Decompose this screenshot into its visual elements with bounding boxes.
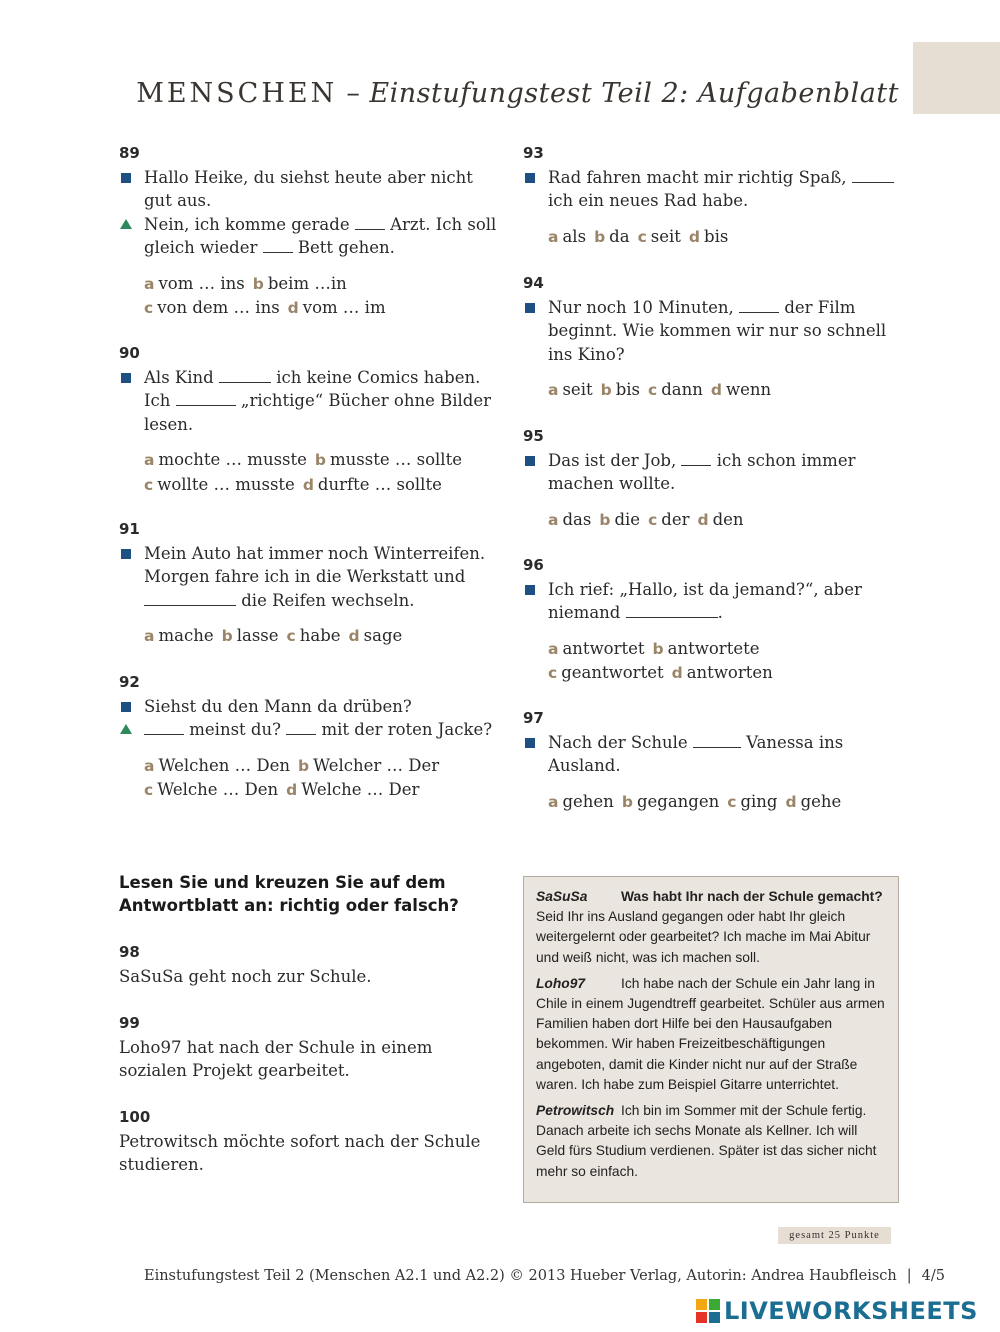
question-97 xyxy=(523,707,903,814)
forum-post xyxy=(536,887,886,968)
prompt-line: Als Kind ich keine Comics haben. Ich „richtige“ Bücher ohne Bilder lesen. xyxy=(119,366,499,437)
answer-options: a das b die c der d den xyxy=(548,509,744,529)
gap-blank xyxy=(144,590,236,606)
answer-options: a als b da c seit d bis xyxy=(548,226,729,246)
statement-99: 99 Loho97 hat nach der Schule in einem sozialen Projekt gearbeitet. xyxy=(119,1014,433,1080)
question-94 xyxy=(523,272,903,403)
answer-options: a seit b bis c dann d wenn xyxy=(548,380,772,399)
square-bullet-icon xyxy=(121,373,131,383)
total-points-badge: gesamt 25 Punkte xyxy=(778,1227,891,1244)
gap-blank xyxy=(286,719,316,735)
response-line: Nein, ich komme gerade Arzt. Ich soll gleich wieder Bett gehen. xyxy=(119,213,499,260)
gap-blank xyxy=(219,367,271,383)
answer-options: a antwortet b antwortete c geantwortet d antworten xyxy=(548,638,773,682)
prompt-line: Siehst du den Mann da drüben? xyxy=(119,695,499,719)
square-bullet-icon xyxy=(525,173,535,183)
answer-options: a mache b lasse c habe d sage xyxy=(144,626,403,645)
forum-text-box xyxy=(523,876,899,1203)
gap-blank xyxy=(355,214,385,230)
prompt-line: Das ist der Job, ich schon immer machen wollte. xyxy=(523,449,903,496)
question-93 xyxy=(523,142,903,249)
forum-username: Petrowitsch xyxy=(536,1103,615,1119)
question-89 xyxy=(119,142,499,321)
square-bullet-icon xyxy=(121,173,131,183)
statement-100: 100 Petrowitsch möchte sofort nach der Schule studieren. xyxy=(119,1108,481,1174)
question-number: 89 xyxy=(119,144,140,162)
square-bullet-icon xyxy=(525,738,535,748)
answer-options: a mochte … musste b musste … sollte c wollte … musste d durfte … sollte xyxy=(144,450,462,494)
question-91 xyxy=(119,518,499,649)
triangle-bullet-icon xyxy=(120,724,132,734)
prompt-line: Mein Auto hat immer noch Winterreifen. Morgen fahre ich in die Werkstatt und die Reifen wechseln. xyxy=(119,542,499,613)
forum-post xyxy=(536,974,886,1095)
prompt-line: Hallo Heike, du siehst heute aber nicht gut aus. xyxy=(119,166,499,213)
liveworksheets-watermark: LIVEWORKSHEETS xyxy=(696,1297,996,1327)
question-number: 91 xyxy=(119,520,140,538)
response-line: meinst du? mit der roten Jacke? xyxy=(119,718,499,742)
forum-post-text: Ich bin im Sommer mit der Schule fertig. Danach arbeite ich sechs Monate als Kellner. Ich will Geld fürs Studium verdienen. Später ist das sicher nicht mehr so einfach. xyxy=(536,1103,877,1179)
forum-username: SaSuSa xyxy=(536,889,588,904)
question-number: 97 xyxy=(523,709,544,727)
forum-post-text: Ich habe nach der Schule ein Jahr lang in Chile in einem Jugendtreff gearbeitet. Schüler aus armen Familien haben dort Hilfe bei den Hausaufgaben bekommen. Wir haben Freizeitbeschäftigungen angeboten, damit die Kinder nicht nur auf der Straße waren. Ich habe zum Beispiel Gitarre unterrichtet. xyxy=(536,975,885,1092)
forum-post xyxy=(536,1101,886,1182)
prompt-line: Rad fahren macht mir richtig Spaß, ich ein neues Rad habe. xyxy=(523,166,903,213)
gap-blank xyxy=(693,732,741,748)
forum-post-title: Was habt Ihr nach der Schule gemacht? xyxy=(621,889,883,904)
gap-blank xyxy=(144,719,184,735)
question-95 xyxy=(523,425,903,532)
forum-post-text: Seid Ihr ins Ausland gegangen oder habt Ihr gleich weitergelernt oder gearbeitet? Ich mache im Mai Abitur und weiß nicht, was ich machen soll. xyxy=(536,909,871,965)
prompt-line: Nur noch 10 Minuten, der Film beginnt. Wie kommen wir nur so schnell ins Kino? xyxy=(523,296,903,367)
prompt-line: Nach der Schule Vanessa ins Ausland. xyxy=(523,731,903,778)
gap-blank xyxy=(681,450,711,466)
question-90 xyxy=(119,342,499,497)
page-title: MENSCHEN – Einstufungstest Teil 2: Aufgabenblatt xyxy=(136,78,899,109)
gap-blank xyxy=(852,167,894,183)
question-number: 90 xyxy=(119,344,140,362)
square-bullet-icon xyxy=(121,549,131,559)
statement-98: 98 SaSuSa geht noch zur Schule. xyxy=(119,943,372,986)
question-number: 92 xyxy=(119,673,140,691)
gap-blank xyxy=(626,602,718,618)
answer-options: a gehen b gegangen c ging d gehe xyxy=(548,791,842,811)
prompt-line: Ich rief: „Hallo, ist da jemand?“, aber niemand . xyxy=(523,578,903,625)
square-bullet-icon xyxy=(121,702,131,712)
answer-options: a Welchen … Den b Welcher … Der c Welche … Den d Welche … Der xyxy=(144,755,440,799)
forum-username: Loho97 xyxy=(536,975,586,991)
square-bullet-icon xyxy=(525,456,535,466)
triangle-bullet-icon xyxy=(120,219,132,229)
corner-decoration xyxy=(913,42,1000,114)
question-number: 95 xyxy=(523,427,544,445)
question-number: 96 xyxy=(523,556,544,574)
liveworksheets-logo-icon xyxy=(696,1299,720,1323)
question-number: 93 xyxy=(523,144,544,162)
question-96 xyxy=(523,554,903,686)
question-92 xyxy=(119,671,499,803)
gap-blank xyxy=(263,237,293,253)
square-bullet-icon xyxy=(525,303,535,313)
gap-blank xyxy=(739,297,779,313)
gap-blank xyxy=(176,390,236,406)
square-bullet-icon xyxy=(525,585,535,595)
question-number: 94 xyxy=(523,274,544,292)
reading-instructions: Lesen Sie und kreuzen Sie auf dem Antwortblatt an: richtig oder falsch? xyxy=(119,873,459,915)
page-footer: Einstufungstest Teil 2 (Menschen A2.1 und A2.2) © 2013 Hueber Verlag, Autorin: Andrea Haubfleisch | 4/5 xyxy=(143,1268,945,1284)
answer-options: a vom … ins b beim …in c von dem … ins d vom … im xyxy=(144,273,386,317)
